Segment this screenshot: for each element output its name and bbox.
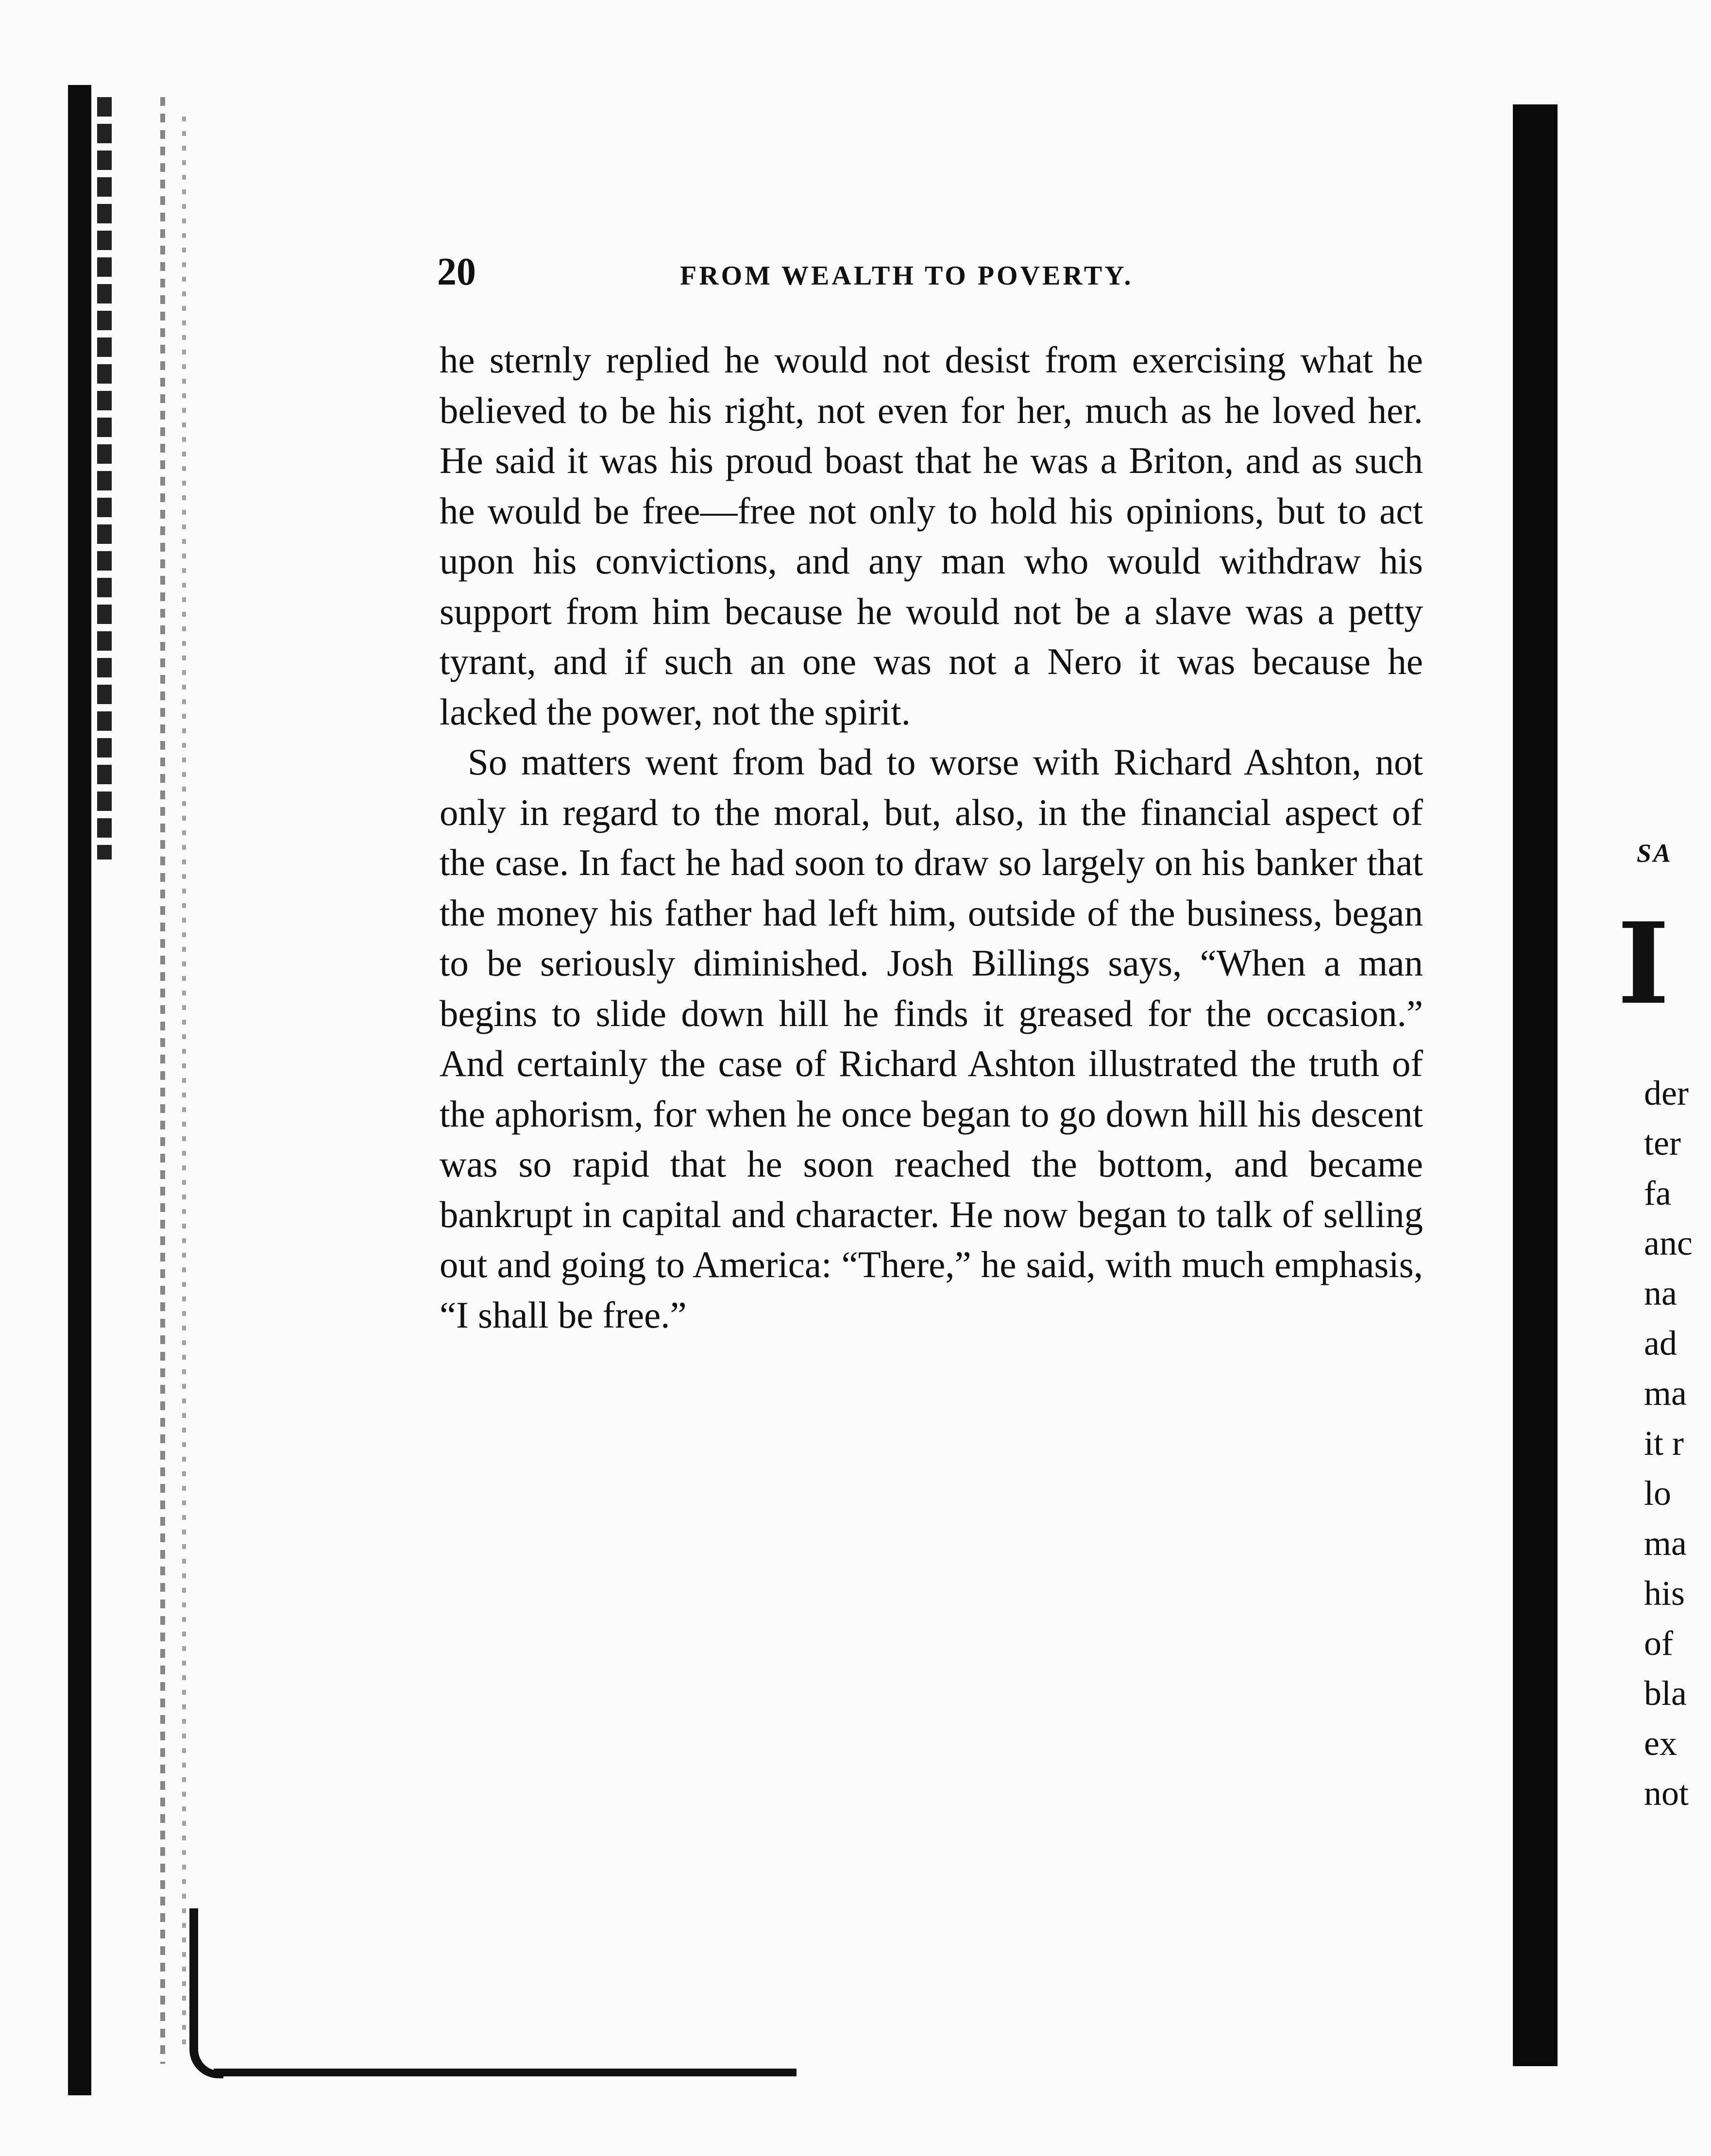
line-fragment: ter (1644, 1124, 1681, 1162)
line-fragment: ma (1644, 1524, 1687, 1563)
line-fragment: ad (1644, 1324, 1677, 1363)
left-page-stack-edge (160, 97, 165, 2064)
book-spine-shadow (1513, 104, 1558, 2066)
running-title: FROM WEALTH TO POVERTY. (680, 261, 1134, 291)
line-fragment: der (1644, 1074, 1689, 1112)
left-page-stack-edge-inner (182, 117, 186, 2049)
line-fragment: it r (1644, 1424, 1684, 1463)
adjacent-page-text-fragments (1644, 1068, 1711, 1819)
line-fragment: anc (1644, 1224, 1693, 1263)
adjacent-page-drop-cap: I (1617, 898, 1670, 1029)
bottom-binding-curve (189, 1908, 223, 2078)
adjacent-page-heading-fragment: SA (1637, 839, 1673, 868)
body-text (440, 335, 1423, 1340)
page-number: 20 (437, 251, 476, 293)
line-fragment: of (1644, 1624, 1673, 1663)
paragraph: So matters went from bad to worse with Richard Ashton, not only in regard to the moral, but, also, in the financial aspect of the case. In fact he had soon to draw so largely on his banker that the money his father had left him, outside of the business, began to be seriously diminished. Josh Billings says, “When a man begins to slide down hill he finds it greased for the occasion.” And certainly the case of Richard Ashton illustrated the truth of the aphorism, for when he once began to go down hill his descent was so rapid that he soon reached the bottom, and became bankrupt in capital and character. He now began to talk of selling out and going to America: “There,” he said, with much emphasis, “I shall be free.” (440, 741, 1423, 1336)
line-fragment: ex (1644, 1724, 1677, 1763)
line-fragment: lo (1644, 1474, 1672, 1513)
paragraph: he sternly replied he would not desist from exercising what he believed to be his right, not even for her, much as he loved her. He said it was his proud boast that he was a Briton, and as such he would be free—free not only to hold his opinions, but to act upon his convictions, and any man who would withdraw his support from him because he would not be a slave was a petty tyrant, and if such an one was not a Nero it was because he lacked the power, not the spirit. (440, 339, 1423, 733)
line-fragment: not (1644, 1774, 1689, 1813)
line-fragment: ma (1644, 1374, 1687, 1413)
line-fragment: na (1644, 1274, 1677, 1313)
bottom-binding-edge (214, 2069, 796, 2076)
line-fragment: his (1644, 1574, 1685, 1613)
line-fragment: fa (1644, 1174, 1671, 1213)
left-binding-edge (68, 85, 91, 2095)
line-fragment: bla (1644, 1674, 1687, 1713)
left-binding-texture (97, 97, 112, 859)
